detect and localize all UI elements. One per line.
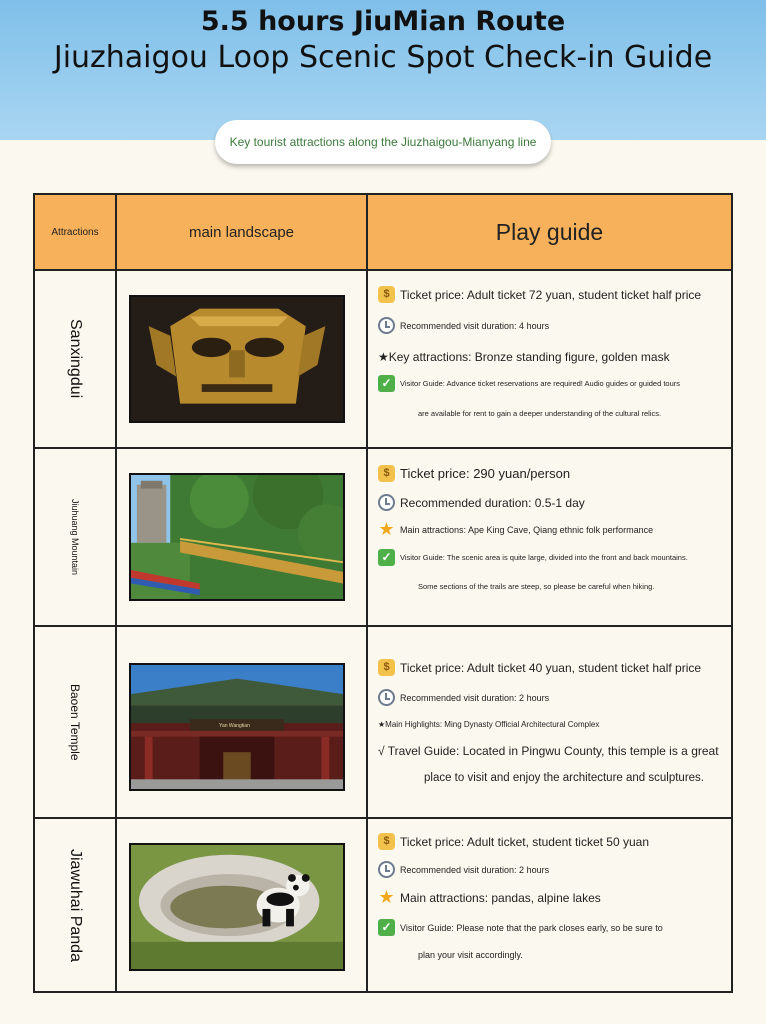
ticket-price: Ticket price: Adult ticket 40 yuan, student ticket half price	[400, 660, 702, 675]
money-bag-icon: $	[378, 465, 395, 482]
visitor-guide-continued: plan your visit accordingly.	[418, 950, 523, 960]
key-attractions: Main attractions: pandas, alpine lakes	[400, 890, 601, 905]
jiuhuang-mountain-photo	[129, 473, 345, 601]
visitor-guide: √ Travel Guide: Located in Pingwu County, this temple is a great	[378, 744, 719, 758]
column-header-landscape: main landscape	[117, 195, 366, 269]
guide-cell	[378, 271, 730, 447]
column-divider	[115, 195, 117, 991]
column-header-attractions: Attractions	[35, 195, 115, 269]
visitor-guide: Visitor Guide: Please note that the park closes early, so be sure to	[400, 922, 663, 933]
star-icon: ★	[378, 519, 395, 539]
clock-icon	[378, 317, 395, 334]
visit-duration: Recommended visit duration: 2 hours	[400, 692, 550, 703]
attractions-table	[33, 193, 733, 993]
table-row	[35, 819, 115, 991]
key-attractions: Main attractions: Ape King Cave, Qiang ethnic folk performance	[400, 524, 654, 535]
page-subtitle: Jiuzhaigou Loop Scenic Spot Check-in Guide	[53, 40, 713, 75]
visitor-guide-continued: place to visit and enjoy the architecture and sculptures.	[424, 772, 704, 784]
ticket-price: Ticket price: 290 yuan/person	[400, 466, 571, 481]
visit-duration: Recommended visit duration: 2 hours	[400, 864, 550, 875]
visitor-guide: Visitor Guide: Advance ticket reservations are required! Audio guides or guided tours	[400, 379, 681, 388]
visitor-guide-continued: Some sections of the trails are steep, so please be careful when hiking.	[418, 582, 655, 591]
visit-duration: Recommended visit duration: 4 hours	[400, 320, 550, 331]
visitor-guide: Visitor Guide: The scenic area is quite large, divided into the front and back mountains.	[400, 553, 688, 562]
ticket-price: Ticket price: Adult ticket, student ticket 50 yuan	[400, 834, 650, 849]
table-row	[35, 271, 115, 447]
panda-photo	[129, 843, 345, 971]
attraction-name: Jiawuhai Panda	[67, 848, 84, 962]
guide-cell	[378, 449, 730, 625]
temple-plaque-text: Yan Wangtian	[219, 723, 250, 729]
ticket-price: Ticket price: Adult ticket 72 yuan, student ticket half price	[400, 287, 702, 302]
visitor-guide-continued: are available for rent to gain a deeper understanding of the cultural relics.	[418, 409, 662, 418]
header-banner	[0, 0, 766, 140]
check-box-icon: ✓	[378, 919, 395, 936]
attraction-name: Baoen Temple	[68, 683, 82, 761]
key-attractions: ★Key attractions: Bronze standing figure, golden mask	[378, 350, 670, 364]
column-divider	[366, 195, 368, 991]
star-icon: ★	[378, 887, 395, 907]
column-header-guide: Play guide	[368, 195, 731, 269]
table-row	[35, 627, 115, 817]
page-title: 5.5 hours JiuMian Route	[200, 6, 566, 37]
attraction-name: Jiuhuang Mountain	[70, 498, 80, 576]
money-bag-icon: $	[378, 286, 395, 303]
money-bag-icon: $	[378, 833, 395, 850]
sanxingdui-photo	[129, 295, 345, 423]
visit-duration: Recommended duration: 0.5-1 day	[400, 495, 585, 510]
check-box-icon: ✓	[378, 549, 395, 566]
route-caption-text: Key tourist attractions along the Jiuzhaigou-Mianyang line	[229, 135, 537, 149]
clock-icon	[378, 494, 395, 511]
table-row	[35, 449, 115, 625]
route-caption	[215, 120, 551, 164]
clock-icon	[378, 689, 395, 706]
attraction-name: Sanxingdui	[67, 319, 84, 399]
clock-icon	[378, 861, 395, 878]
key-attractions: ★Main Highlights: Ming Dynasty Official Architectural Complex	[378, 720, 600, 729]
money-bag-icon: $	[378, 659, 395, 676]
guide-cell	[378, 819, 730, 991]
check-box-icon: ✓	[378, 375, 395, 392]
guide-cell	[378, 627, 730, 817]
baoen-temple-photo	[129, 663, 345, 791]
